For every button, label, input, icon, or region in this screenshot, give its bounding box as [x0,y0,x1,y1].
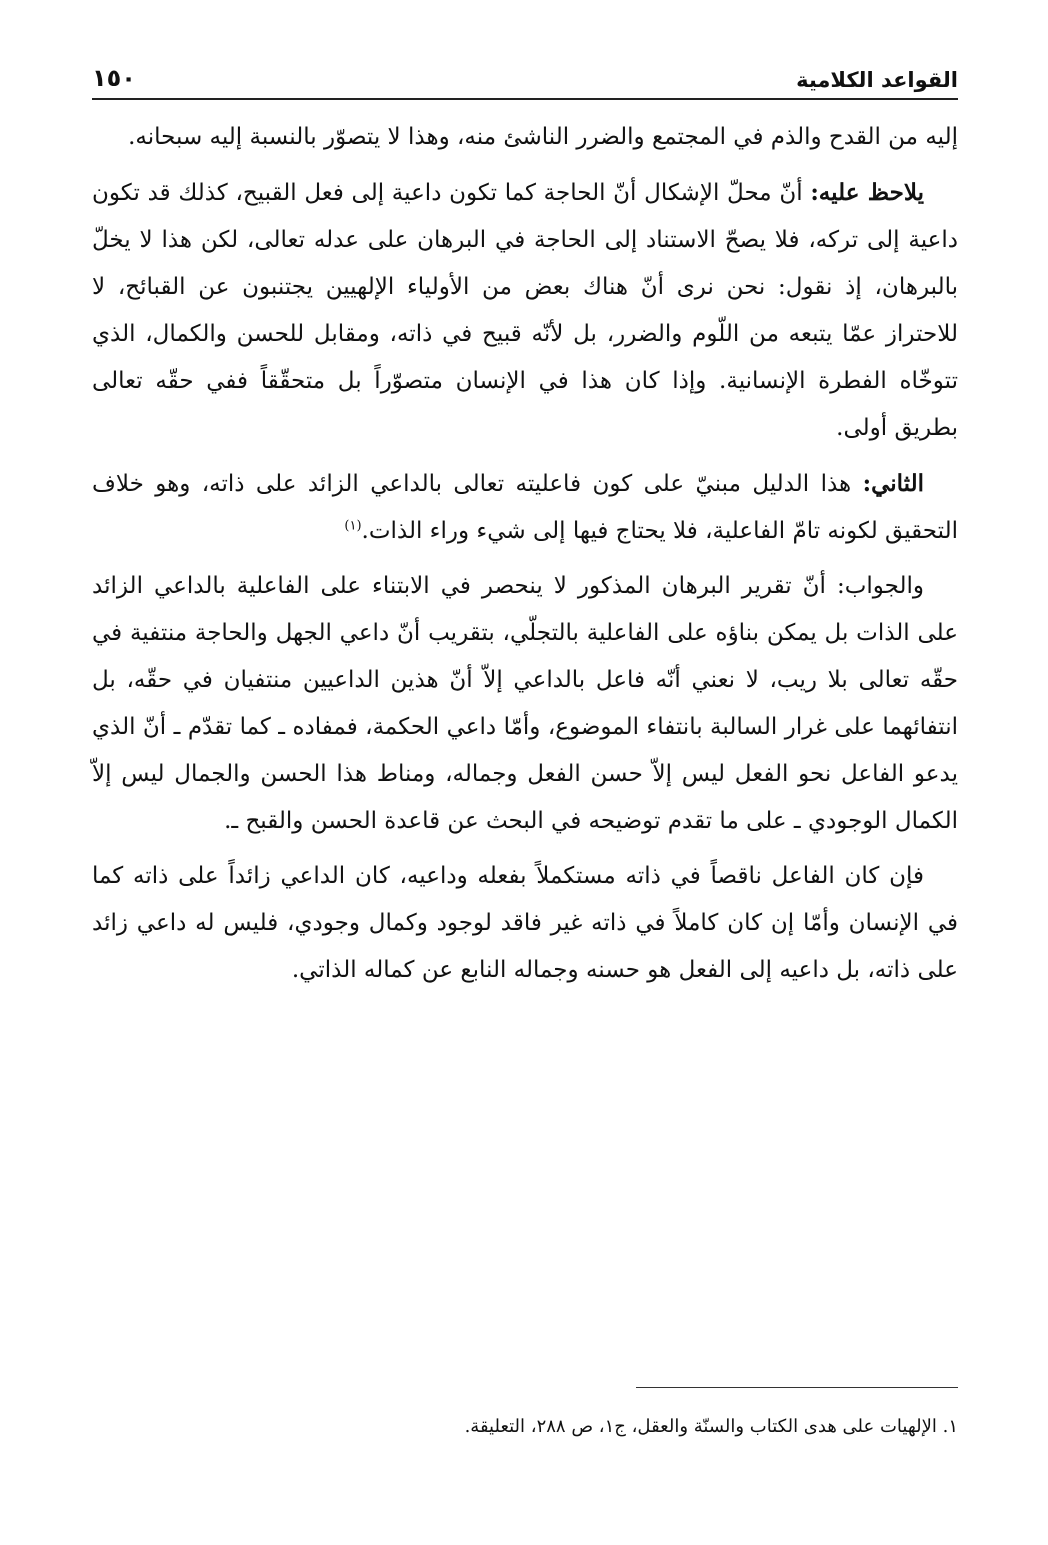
paragraph-1-text: إليه من القدح والذم في المجتمع والضرر الناشئ منه، وهذا لا يتصوّر بالنسبة إليه سبحانه. [128,124,958,150]
paragraph-3-lead: الثاني: [862,470,924,497]
page-number: ١٥٠ [92,64,136,92]
paragraph-4-text: والجواب: أنّ تقرير البرهان المذكور لا ينحصر في الابتناء على الفاعلية بالداعي الزائد على الذات بل يمكن بناؤه على الفاعلية بالتجلّي، بتقريب أنّ داعي الجهل والحاجة منتفية في حقّه تعالى بلا ريب، لا نعني أنّه فاعل بالداعي إلاّ أنّ هذين الداعيين منتفيان في حقّه، بل انتفائهما على غرار السالبة بانتفاء الموضوع، وأمّا داعي الحكمة، فمفاده ـ كما تقدّم ـ أنّ الذي يدعو الفاعل نحو الفعل ليس إلاّ حسن الفعل وجماله، ومناط هذا الحسن والجمال ليس إلاّ الكمال الوجودي ـ على ما تقدم توضيحه في البحث عن قاعدة الحسن والقبح ـ. [92,573,958,834]
paragraph-2 [92,169,958,452]
paragraph-3-text: هذا الدليل مبنيّ على كون فاعليته تعالى بالداعي الزائد على ذاته، وهو خلاف التحقيق لكونه تامّ الفاعلية، فلا يحتاج فيها إلى شيء وراء الذات. [92,471,958,544]
paragraph-3 [92,460,958,555]
paragraph-5-text: فإن كان الفاعل ناقصاً في ذاته مستكملاً بفعله وداعيه، كان الداعي زائداً على ذاته كما في الإنسان وأمّا إن كان كاملاً في ذاته غير فاقد لوجود وكمال وجودي، فليس له داعي زائد على ذاته، بل داعيه إلى الفعل هو حسنه وجماله النابع عن كماله الذاتي. [92,863,958,983]
paragraph-5 [92,853,958,994]
paragraph-2-lead: يلاحظ عليه: [810,179,924,206]
running-title: القواعد الكلامية [796,68,958,92]
paragraph-4 [92,563,958,845]
footnote: ١. الإلهيات على هدى الكتاب والسنّة والعقل، ج١، ص ٢٨٨، التعليقة. [464,1416,958,1437]
body-text [92,114,958,994]
paragraph-1 [92,114,958,161]
footnote-separator [636,1387,958,1388]
footnote-reference: (١) [344,518,362,534]
book-page [92,58,958,1002]
running-header [92,58,958,100]
paragraph-2-text: أنّ محلّ الإشكال أنّ الحاجة كما تكون داعية إلى فعل القبيح، كذلك قد تكون داعية إلى تركه، فلا يصحّ الاستناد إلى الحاجة في البرهان على عدله تعالى، لكن هذا لا يخلّ بالبرهان، إذ نقول: نحن نرى أنّ هناك بعض من الأولياء الإلهيين يجتنبون عن القبائح، لا للاحتراز عمّا يتبعه من اللّوم والضرر، بل لأنّه قبيح في ذاته، ومقابل للحسن والكمال، الذي تتوخّاه الفطرة الإنسانية. وإذا كان هذا في الإنسان متصوّراً بل متحقّقاً ففي حقّه تعالى بطريق أولى. [92,180,959,441]
